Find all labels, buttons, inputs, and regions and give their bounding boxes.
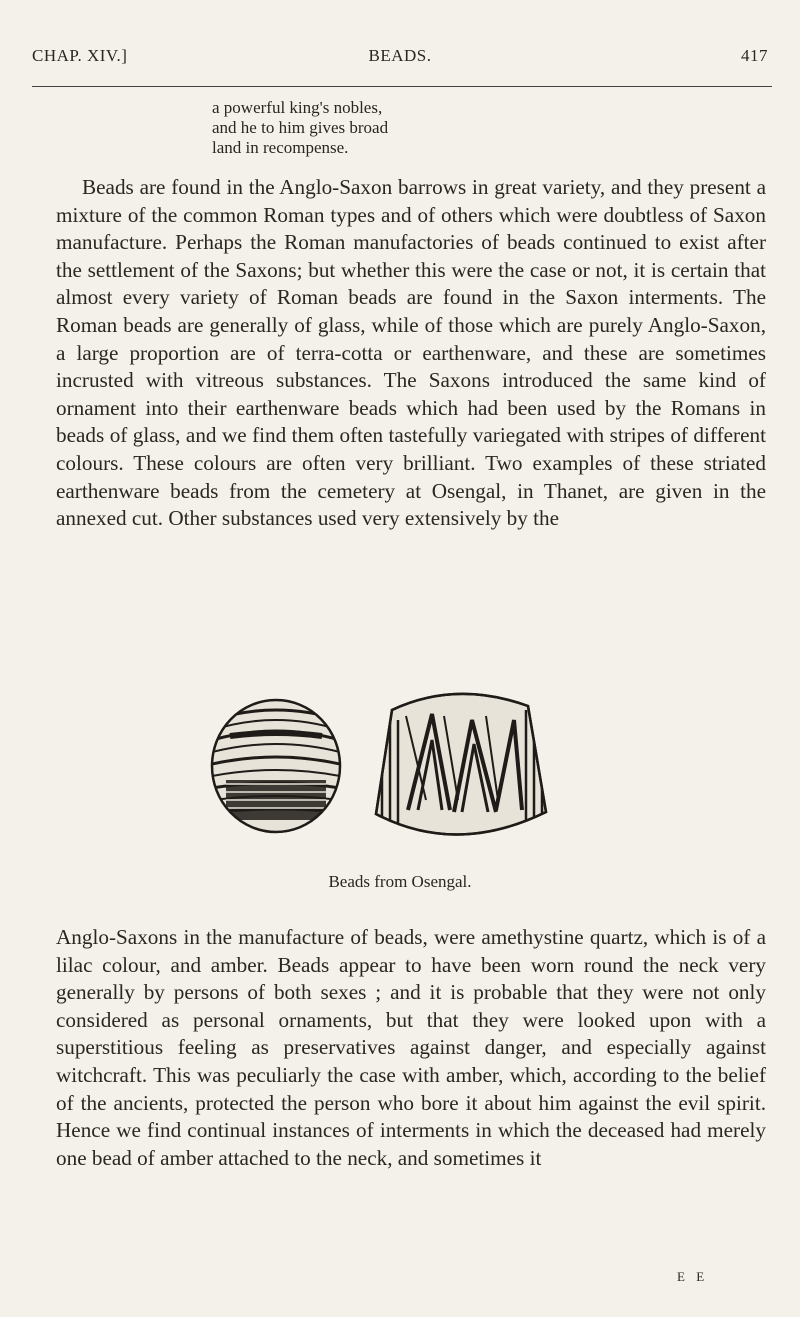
striped-bead-icon [212,700,340,832]
running-header [32,46,768,74]
verse-line: a powerful king's nobles, [212,98,383,117]
signature-mark: E E [677,1269,709,1284]
paragraph-2: Anglo-Saxons in the manufacture of beads, were amethystine quartz, which is of a lilac colour, and amber. Beads appear to have been worn round the neck very generally by persons of both sexes ; and it is probable that they were not only considered as personal ornaments, but that they were looked upon with a superstitious feeling as preservatives against danger, and especially against witchcraft. This was peculiarly the case with amber, which, according to the belief of the ancients, protected the person who bore it about him against the evil spirit. Hence we find continual instances of interments in which the deceased had merely one bead of amber attached to the neck, and sometimes it [56,925,766,1170]
verse-quote [212,98,388,158]
verse-line: and he to him gives broad [212,118,389,137]
beads-illustration [196,680,596,860]
page-title: BEADS. [368,46,432,65]
verse-line: land in recompense. [212,138,349,157]
chapter-label: CHAP. XIV.] [32,46,128,65]
paragraph-1: Beads are found in the Anglo-Saxon barrows in great variety, and they present a mixture of the common Roman types and of others which were doubtless of Saxon manufacture. Perhaps the Roman manufactories of beads continued to exist after the settlement of the Saxons; but whether this were the case or not, it is certain that almost every variety of Roman beads are found in the Saxon interments. The Roman beads are generally of glass, while of those which are purely Anglo-Saxon, a large proportion are of terra-cotta or earthenware, and these are sometimes incrusted with vitreous substances. The Saxons introduced the same kind of ornament into their earthenware beads which had been used by the Romans in beads of glass, and we find them often tastefully variegated with stripes of different colours. These colours are often very brilliant. Two examples of these striated earthenware beads from the cemetery at Osengal, in Thanet, are given in the annexed cut. Other substances used very extensively by the [56,175,766,531]
header-rule [32,86,772,87]
beads-figure [196,680,596,860]
page-number: 417 [741,46,768,65]
figure-caption: Beads from Osengal. [328,872,472,891]
chevron-bead-icon [376,690,546,841]
